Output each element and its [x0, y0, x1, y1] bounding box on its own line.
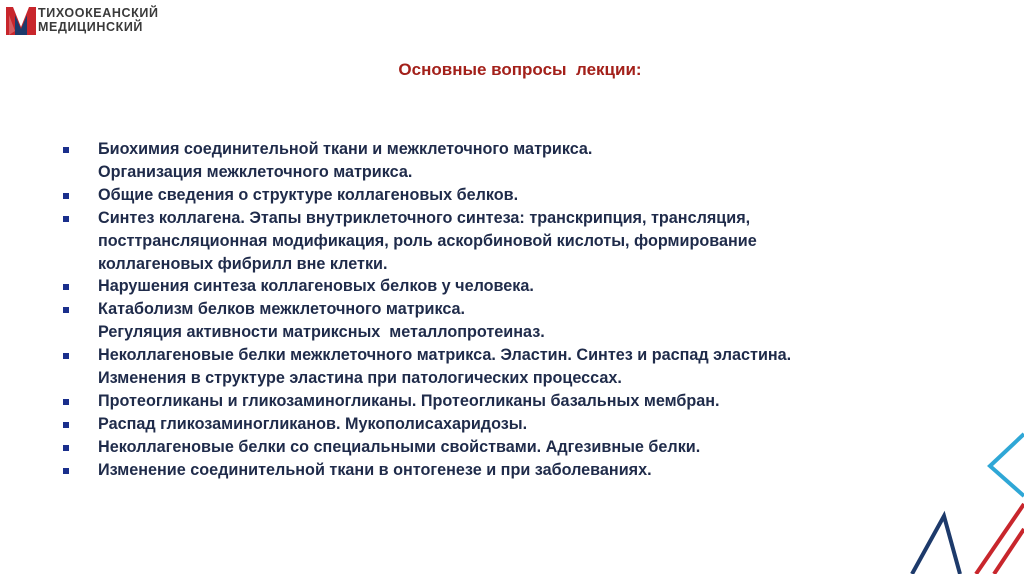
square-bullet-icon — [63, 307, 69, 313]
list-item — [60, 275, 990, 298]
list-item-text: Нарушения синтеза коллагеновых белков у человека. — [98, 277, 534, 296]
list-item — [60, 459, 990, 482]
lecture-title-wrap — [0, 60, 1024, 80]
square-bullet-icon — [63, 193, 69, 199]
topics-list — [60, 138, 990, 482]
square-bullet-icon — [63, 353, 69, 359]
decorative-corner-lines — [894, 424, 1024, 574]
list-item-text: Изменение соединительной ткани в онтогенезе и при заболеваниях. — [98, 460, 652, 479]
square-bullet-icon — [63, 284, 69, 290]
list-item-text: Общие сведения о структуре коллагеновых белков. — [98, 185, 519, 204]
list-item-text: посттрансляционная модификация, роль аскорбиновой кислоты, формирование — [98, 231, 757, 250]
cyan-chevron-icon — [990, 434, 1024, 496]
square-bullet-icon — [63, 216, 69, 222]
list-item-text: Регуляция активности матриксных металлопротеиназ. — [98, 323, 545, 342]
square-bullet-icon — [63, 422, 69, 428]
list-item — [60, 207, 990, 276]
list-item-text: Неколлагеновые белки со специальными свойствами. Адгезивные белки. — [98, 437, 701, 456]
list-item-text: Синтез коллагена. Этапы внутриклеточного синтеза: транскрипция, трансляция, — [98, 208, 751, 227]
university-logo — [6, 5, 159, 37]
logo-mark-icon — [6, 5, 36, 37]
list-item-text: Распад гликозаминогликанов. Мукополисахаридозы. — [98, 414, 528, 433]
list-item-text: Неколлагеновые белки межклеточного матрикса. Эластин. Синтез и распад эластина. — [98, 346, 792, 365]
list-item-text: Протеогликаны и гликозаминогликаны. Протеогликаны базальных мембран. — [98, 391, 720, 410]
list-item-text: Организация межклеточного матрикса. — [98, 162, 413, 181]
list-item-text: коллагеновых фибрилл вне клетки. — [98, 254, 388, 273]
logo-text-line-2: МЕДИЦИНСКИЙ — [38, 20, 144, 34]
red-slash-icon — [994, 529, 1024, 574]
list-item-text: Изменения в структуре эластина при патологических процессах. — [98, 369, 622, 388]
list-item — [60, 138, 990, 184]
square-bullet-icon — [63, 468, 69, 474]
list-item-text: Биохимия соединительной ткани и межклеточного матрикса. — [98, 140, 593, 158]
list-item — [60, 413, 990, 436]
lecture-title: Основные вопросы лекции: — [398, 60, 642, 79]
square-bullet-icon — [63, 147, 69, 153]
list-item-text: Катаболизм белков межклеточного матрикса. — [98, 300, 466, 319]
logo-text-line-1: ТИХООКЕАНСКИЙ — [38, 6, 159, 20]
square-bullet-icon — [63, 399, 69, 405]
list-item — [60, 298, 990, 344]
square-bullet-icon — [63, 445, 69, 451]
list-item — [60, 390, 990, 413]
list-item — [60, 184, 990, 207]
list-item — [60, 344, 990, 390]
navy-peak-icon — [912, 516, 960, 574]
list-item — [60, 436, 990, 459]
